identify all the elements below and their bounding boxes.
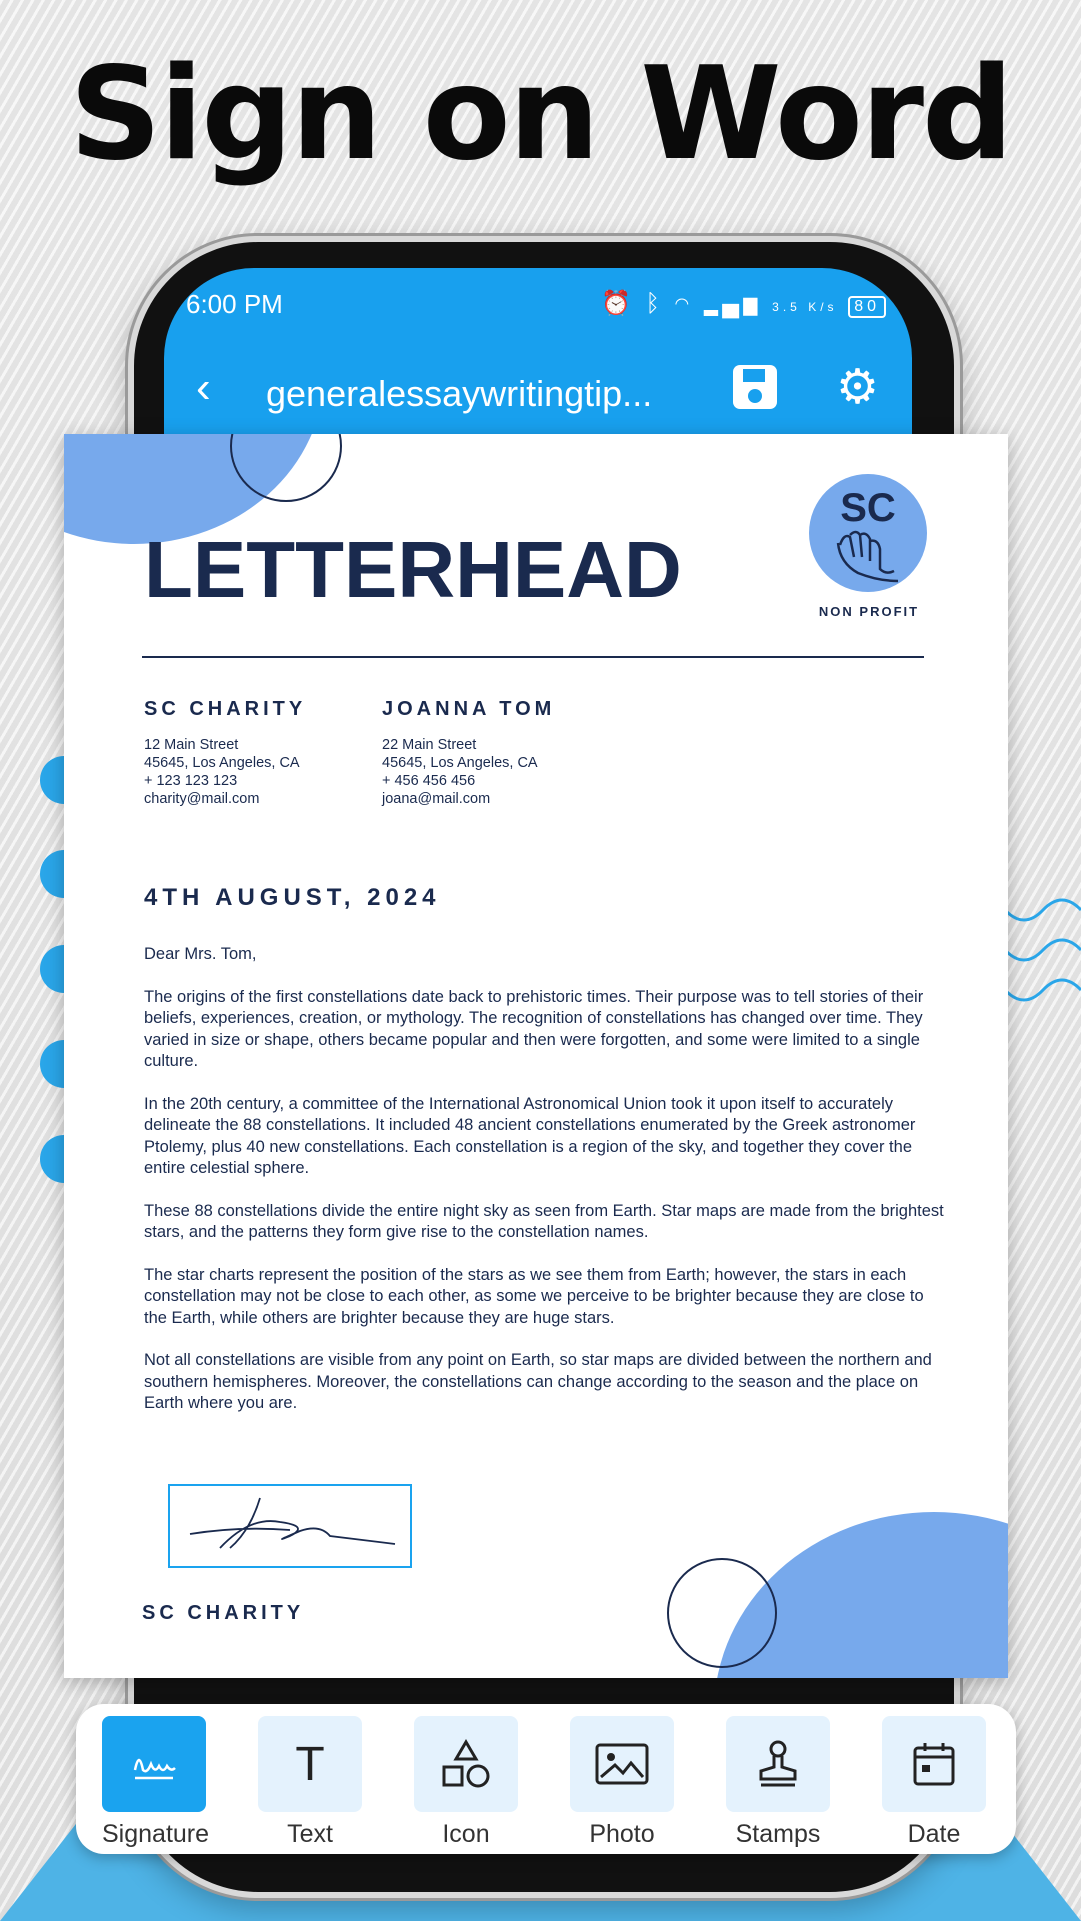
network-speed: 3.5 K/s — [772, 300, 838, 314]
tool-label: Photo — [589, 1820, 655, 1848]
address-line: + 456 456 456 — [382, 773, 476, 789]
hand-icon — [828, 523, 908, 583]
tool-label: Icon — [442, 1820, 490, 1848]
icon-tool-button[interactable] — [414, 1716, 518, 1849]
tool-label: Signature — [102, 1820, 210, 1848]
file-title: generalessaywritingtip... — [266, 373, 653, 414]
letter-body — [144, 944, 944, 1436]
salutation: Dear Mrs. Tom, — [144, 945, 257, 963]
address-line: 22 Main Street — [382, 737, 477, 753]
address-line: + 123 123 123 — [144, 773, 238, 789]
address-line: 12 Main Street — [144, 737, 239, 753]
app-bar — [186, 355, 886, 425]
text-icon: T — [295, 1737, 325, 1791]
recipient-address — [382, 736, 538, 808]
logo-initials: SC — [840, 486, 896, 530]
sender-name: SC CHARITY — [144, 698, 307, 720]
alarm-icon: ⏰ — [600, 290, 635, 317]
address-line: 45645, Los Angeles, CA — [382, 755, 538, 771]
save-icon[interactable] — [731, 363, 779, 416]
decor-waves — [1005, 890, 1081, 1020]
status-time: 6:00 PM — [186, 289, 283, 319]
paragraph: The star charts represent the position of the stars as we see them from Earth; however, the stars in each constellation may not be close to each other, as some we perceive to be brighter because they are close to the Earth, while others are brighter because they are huge stars. — [144, 1265, 924, 1327]
chevron-left-icon[interactable]: ‹ — [196, 363, 211, 412]
wifi-icon: ◠ — [674, 290, 694, 317]
signal-icon: ▂▄▆ — [703, 290, 762, 317]
address-line: charity@mail.com — [144, 791, 260, 807]
stamps-tool-button[interactable] — [726, 1716, 830, 1849]
date-tool-button[interactable] — [882, 1716, 986, 1849]
signature-field[interactable] — [168, 1484, 412, 1568]
stamp-icon — [753, 1739, 803, 1789]
signature-icon — [131, 1744, 177, 1784]
paragraph: Not all constellations are visible from any point on Earth, so star maps are divided between the northern and southern hemispheres. Moreover, the constellations can change according to the season and the place on Earth where you are. — [144, 1351, 932, 1412]
logo-caption: NON PROFIT — [818, 604, 920, 619]
signature-tool-button[interactable] — [102, 1716, 210, 1849]
gear-icon[interactable]: ⚙ — [836, 361, 880, 414]
shapes-icon — [440, 1739, 492, 1789]
address-line: 45645, Los Angeles, CA — [144, 755, 300, 771]
letter-date: 4TH AUGUST, 2024 — [144, 884, 441, 911]
tool-label: Text — [287, 1820, 333, 1848]
recipient-name: JOANNA TOM — [382, 698, 556, 720]
paragraph: The origins of the first constellations date back to prehistoric times. Their purpose was to tell stories of their beliefs, experiences, creation, or mythology. The recognition of constellations has changed over time. They varied in size or shape, others became popular and then were forgotten, and some were limited to a single culture. — [144, 987, 924, 1070]
paragraph: These 88 constellations divide the entire night sky as seen from Earth. Star maps are made from the brightest stars, and the patterns they form give rise to the constellation names. — [144, 1201, 944, 1241]
battery-icon — [848, 296, 886, 318]
paragraph: In the 20th century, a committee of the International Astronomical Union took it upon itself to accurately delineate the 88 constellations. It included 48 ancient constellations enumerated by the Greek astronomer Ptolemy, plus 40 new constellations. Each constellation is a region of the sky, and together they cover the entire celestial sphere. — [144, 1094, 916, 1177]
org-logo — [809, 474, 927, 592]
signature-drawing — [170, 1486, 410, 1566]
battery-level: 80 — [854, 298, 880, 315]
photo-icon — [595, 1743, 649, 1785]
tool-bar — [76, 1704, 1016, 1854]
status-bar — [186, 285, 886, 325]
status-icons — [601, 289, 886, 318]
photo-tool-button[interactable] — [570, 1716, 674, 1849]
divider — [142, 656, 924, 658]
bluetooth-icon: ᛒ — [645, 290, 664, 317]
address-line: joana@mail.com — [382, 791, 491, 807]
tool-label: Date — [907, 1820, 961, 1848]
signature-name: SC CHARITY — [142, 1602, 305, 1624]
tool-label: Stamps — [735, 1820, 821, 1848]
decor-ring — [667, 1558, 777, 1668]
text-tool-button[interactable] — [258, 1716, 362, 1849]
sender-address — [144, 736, 300, 808]
document-page — [64, 434, 1008, 1678]
promo-headline: Sign on Word — [69, 40, 1012, 189]
calendar-icon — [912, 1741, 956, 1787]
page-title: LETTERHEAD — [144, 525, 682, 614]
